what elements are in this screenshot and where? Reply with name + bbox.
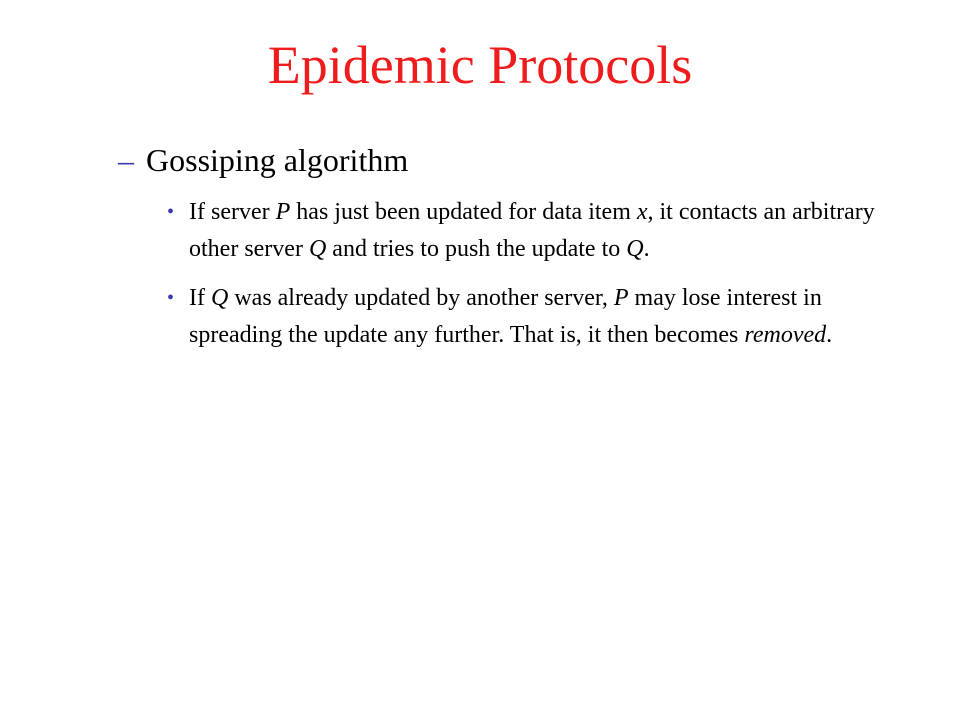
- level1-text: Gossiping algorithm: [146, 142, 409, 178]
- slide-title: Epidemic Protocols: [267, 35, 693, 95]
- text-segment: and tries to push the update to: [326, 236, 627, 262]
- text-segment: x: [636, 199, 648, 225]
- text-segment: If server: [189, 199, 276, 225]
- bullet-text: [189, 285, 832, 348]
- text-segment: P: [613, 285, 629, 311]
- text-segment: Q: [210, 285, 229, 311]
- text-segment: , it contacts an arbitrary other server: [189, 199, 875, 262]
- text-segment: If: [189, 285, 211, 311]
- text-segment: removed: [744, 322, 827, 348]
- bullet-text: [189, 199, 875, 262]
- dash-marker: –: [118, 142, 134, 178]
- text-segment: has just been updated for data item: [290, 199, 637, 225]
- text-segment: may lose interest in spreading the update any further. That is, it then becomes: [189, 285, 822, 348]
- text-segment: .: [826, 322, 833, 348]
- level1-item: [118, 140, 898, 180]
- text-segment: was already updated by another server,: [228, 285, 614, 311]
- text-segment: P: [275, 199, 291, 225]
- text-segment: .: [643, 236, 650, 262]
- bullet-marker: •: [167, 287, 175, 309]
- bullet-list: [167, 194, 877, 366]
- bullet-item: [167, 280, 877, 354]
- bullet-marker: •: [167, 201, 175, 223]
- text-segment: Q: [308, 236, 327, 262]
- bullet-item: [167, 194, 877, 268]
- text-segment: Q: [626, 236, 644, 262]
